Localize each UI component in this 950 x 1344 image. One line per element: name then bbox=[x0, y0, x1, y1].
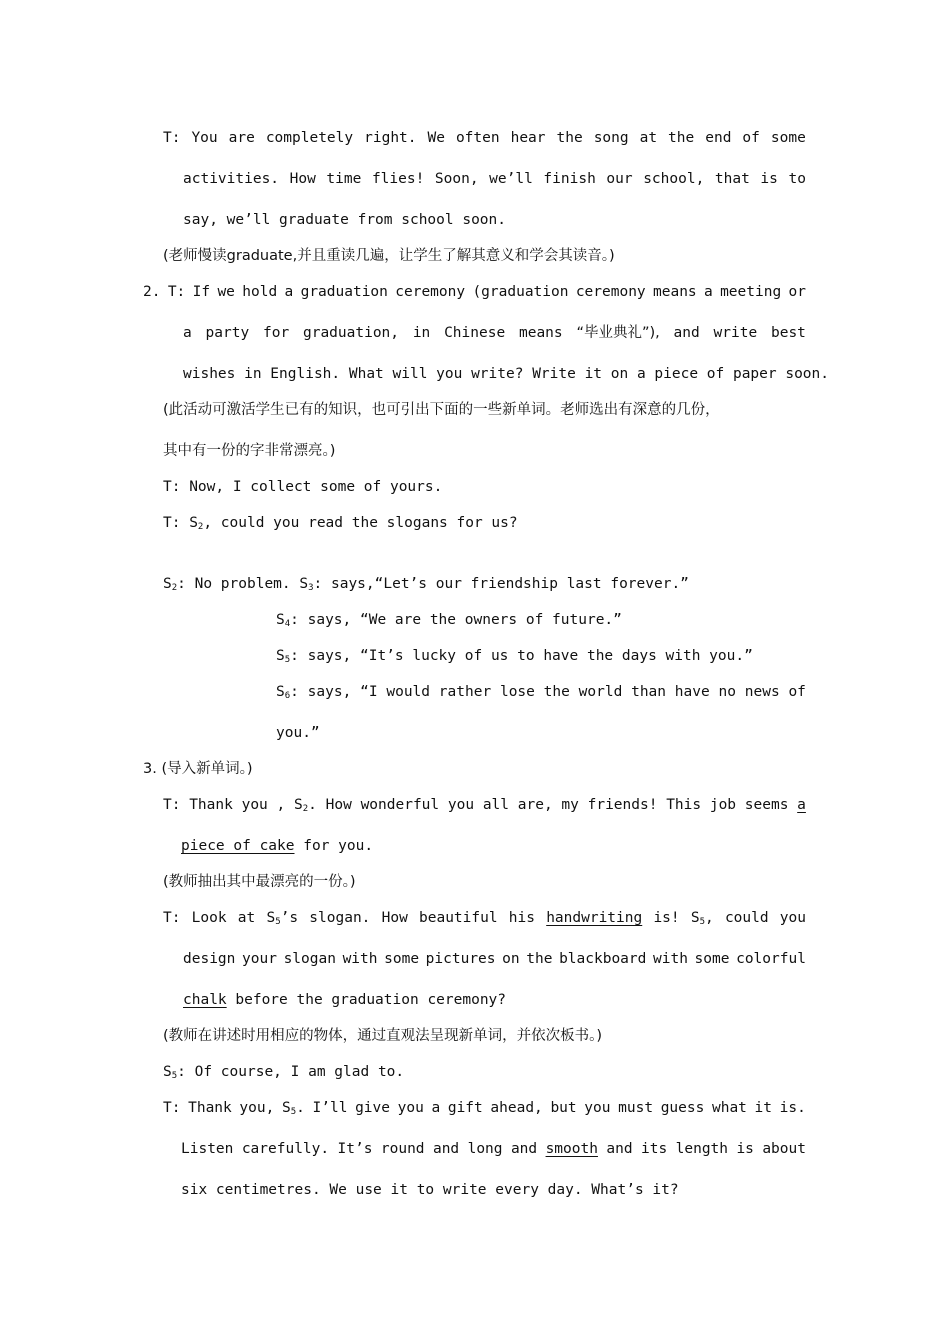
word: It’s bbox=[337, 1141, 373, 1157]
word: give bbox=[355, 1100, 390, 1116]
line-19 bbox=[181, 836, 373, 856]
word: your bbox=[242, 951, 277, 967]
line-5 bbox=[143, 282, 806, 302]
word: are, bbox=[517, 797, 553, 813]
word: graduation, bbox=[302, 325, 400, 341]
word: wonderful bbox=[360, 797, 440, 813]
line-7: wishes in English. What will you write? Write it on a piece of paper soon. bbox=[183, 366, 830, 382]
word: How bbox=[381, 910, 408, 926]
word: a bbox=[704, 284, 713, 300]
line-26 bbox=[163, 1098, 806, 1122]
word: often bbox=[455, 130, 500, 146]
word: and bbox=[432, 1141, 460, 1157]
word: $S_5$. bbox=[281, 1100, 305, 1117]
word: graduation bbox=[300, 284, 388, 300]
word: are bbox=[228, 130, 255, 146]
word: some bbox=[384, 951, 420, 967]
l14-part: : says, “It’s lucky of us to have the days with you.” bbox=[290, 648, 753, 664]
word: a bbox=[431, 1100, 441, 1116]
line-4-note: (老师慢读graduate,并且重读几遍，让学生了解其意义和学会其读音。) bbox=[163, 248, 615, 264]
word: carefully. bbox=[241, 1141, 330, 1157]
word: right. bbox=[364, 130, 417, 146]
word: job bbox=[709, 797, 737, 813]
word: song bbox=[593, 130, 629, 146]
word: news bbox=[744, 684, 780, 700]
word: ceremony bbox=[575, 284, 646, 300]
line-10: T: Now, I collect some of yours. bbox=[163, 479, 443, 495]
word: long bbox=[467, 1141, 503, 1157]
word: of bbox=[742, 130, 760, 146]
word: have bbox=[674, 684, 710, 700]
word: finish bbox=[543, 171, 596, 187]
word: T: bbox=[163, 1100, 181, 1116]
line-28: six centimetres. We use it to write every day. What’s it? bbox=[181, 1182, 679, 1198]
word: a bbox=[797, 797, 806, 813]
line-1 bbox=[163, 128, 806, 148]
subscript: 2 bbox=[171, 583, 178, 593]
line-11 bbox=[163, 513, 518, 537]
word: (graduation bbox=[472, 284, 569, 300]
l13-part: : says, “We are the owners of future.” bbox=[290, 612, 622, 628]
word: my bbox=[561, 797, 579, 813]
word: We bbox=[427, 130, 445, 146]
word: $S_5$, bbox=[690, 910, 714, 927]
line-14 bbox=[276, 646, 753, 670]
word: T: bbox=[163, 910, 181, 926]
word: the bbox=[543, 684, 570, 700]
line-21 bbox=[163, 908, 806, 932]
word: completely bbox=[265, 130, 354, 146]
word: it bbox=[754, 1100, 773, 1116]
word: all bbox=[482, 797, 510, 813]
line-2 bbox=[183, 169, 806, 189]
word: is. bbox=[779, 1100, 806, 1116]
word: activities. bbox=[183, 171, 280, 187]
word: How bbox=[289, 171, 316, 187]
l11-part: , could you read the slogans for us? bbox=[203, 515, 518, 531]
word: gift bbox=[447, 1100, 483, 1116]
subscript: 5 bbox=[171, 1071, 178, 1081]
word: you bbox=[241, 797, 268, 813]
word: would bbox=[386, 684, 431, 700]
word: about bbox=[762, 1141, 806, 1157]
l14-part: S bbox=[276, 648, 285, 664]
word: $S_2$. bbox=[294, 797, 317, 814]
l25-part: : Of course, I am glad to. bbox=[177, 1064, 405, 1080]
word: of bbox=[788, 684, 806, 700]
word: colorful bbox=[736, 951, 806, 967]
word: to bbox=[788, 171, 806, 187]
word: or bbox=[788, 284, 806, 300]
word: If bbox=[192, 284, 211, 300]
word: with bbox=[653, 951, 688, 967]
word: “I bbox=[360, 684, 378, 700]
l11-part: T: S bbox=[163, 515, 198, 531]
word-chalk: chalk bbox=[183, 992, 227, 1008]
word: , bbox=[276, 797, 286, 813]
word: Thank bbox=[188, 1100, 232, 1116]
word: blackboard bbox=[559, 951, 647, 967]
line-6 bbox=[183, 323, 806, 343]
word: T: bbox=[163, 797, 181, 813]
word: the bbox=[526, 951, 553, 967]
word: you bbox=[397, 1100, 424, 1116]
subscript: 3 bbox=[308, 583, 314, 593]
word: means bbox=[518, 325, 563, 341]
word: Look bbox=[191, 910, 227, 926]
line-25 bbox=[163, 1062, 404, 1086]
word: end bbox=[705, 130, 732, 146]
word: I’ll bbox=[312, 1100, 348, 1116]
word: says, bbox=[307, 684, 352, 700]
word: ahead, bbox=[490, 1100, 543, 1116]
word: handwriting bbox=[546, 910, 643, 926]
word: meeting bbox=[720, 284, 782, 300]
line-8-note: (此活动可激活学生已有的知识，也可引出下面的一些新单词。老师选出有深意的几份， bbox=[163, 402, 720, 418]
word: you bbox=[584, 1100, 611, 1116]
word: that bbox=[714, 171, 750, 187]
line-13 bbox=[276, 610, 622, 634]
word: lose bbox=[499, 684, 535, 700]
word: a bbox=[284, 284, 294, 300]
word: on bbox=[502, 951, 520, 967]
line-24-note: (教师在讲述时用相应的物体，通过直观法呈现新单词，并依次板书。) bbox=[163, 1028, 603, 1044]
word: Chinese bbox=[444, 325, 506, 341]
word: at bbox=[639, 130, 658, 146]
word: must bbox=[618, 1100, 654, 1116]
word: hear bbox=[510, 130, 546, 146]
word: hold bbox=[242, 284, 278, 300]
word: design bbox=[183, 951, 236, 967]
word: our bbox=[606, 171, 633, 187]
word: round bbox=[380, 1141, 425, 1157]
subscript: 2 bbox=[197, 522, 204, 532]
word: best bbox=[770, 325, 806, 341]
phrase-piece-of-cake: piece of cake bbox=[181, 838, 295, 854]
word: rather bbox=[438, 684, 492, 700]
word: write bbox=[713, 325, 758, 341]
word: in bbox=[412, 325, 431, 341]
word: is bbox=[736, 1141, 754, 1157]
word: at bbox=[237, 910, 256, 926]
l12-part: : says,“Let’s our friendship last forever.” bbox=[313, 576, 689, 592]
word: Listen bbox=[181, 1141, 234, 1157]
l12-part: : No problem. S bbox=[177, 576, 309, 592]
word: and bbox=[606, 1141, 633, 1157]
word: world bbox=[578, 684, 623, 700]
word: 2. bbox=[143, 284, 161, 300]
word: slogan. bbox=[309, 910, 371, 926]
word: pictures bbox=[425, 951, 496, 967]
word: friends! bbox=[587, 797, 658, 813]
word: we bbox=[217, 284, 235, 300]
word: what bbox=[711, 1100, 747, 1116]
l13-part: S bbox=[276, 612, 285, 628]
word: Thank bbox=[189, 797, 233, 813]
word: $S_6$: bbox=[276, 684, 299, 701]
word: some bbox=[694, 951, 730, 967]
word: you, bbox=[239, 1100, 275, 1116]
word: with bbox=[342, 951, 378, 967]
word: How bbox=[325, 797, 352, 813]
l12-part: S bbox=[163, 576, 172, 592]
line-20-note: (教师抽出其中最漂亮的一份。) bbox=[163, 874, 356, 890]
word: time bbox=[326, 171, 362, 187]
word: you bbox=[447, 797, 475, 813]
word: means bbox=[653, 284, 697, 300]
word: school, bbox=[643, 171, 705, 187]
word: its bbox=[641, 1141, 668, 1157]
word: “毕业典礼”), bbox=[576, 325, 660, 341]
word: Soon, bbox=[434, 171, 479, 187]
word: seems bbox=[744, 797, 789, 813]
word: length bbox=[675, 1141, 729, 1157]
word: guess bbox=[660, 1100, 705, 1116]
word: You bbox=[191, 130, 218, 146]
line-9-note: 其中有一份的字非常漂亮。) bbox=[163, 443, 336, 459]
l23-part: before the graduation ceremony? bbox=[226, 992, 507, 1008]
word: but bbox=[550, 1100, 577, 1116]
word: slogan bbox=[283, 951, 336, 967]
line-16: you.” bbox=[276, 725, 320, 741]
word: no bbox=[718, 684, 736, 700]
word: the bbox=[556, 130, 583, 146]
word: his bbox=[508, 910, 535, 926]
word: could bbox=[724, 910, 769, 926]
word: is bbox=[760, 171, 778, 187]
word: the bbox=[668, 130, 695, 146]
word: $S_5’s$ bbox=[266, 910, 299, 927]
word: you bbox=[779, 910, 806, 926]
word: This bbox=[666, 797, 702, 813]
line-12 bbox=[163, 574, 689, 598]
line-22 bbox=[183, 949, 806, 969]
word: some bbox=[770, 130, 806, 146]
word: and bbox=[510, 1141, 538, 1157]
word: T: bbox=[163, 130, 181, 146]
l19-part: for you. bbox=[294, 838, 374, 854]
subscript: 5 bbox=[284, 655, 291, 665]
word: for bbox=[262, 325, 290, 341]
line-27 bbox=[181, 1139, 806, 1159]
word: than bbox=[631, 684, 667, 700]
word: a bbox=[183, 325, 192, 341]
l25-part: S bbox=[163, 1064, 172, 1080]
line-23 bbox=[183, 990, 506, 1010]
word: T: bbox=[167, 284, 186, 300]
line-18 bbox=[163, 795, 806, 819]
word: and bbox=[673, 325, 700, 341]
word: ceremony bbox=[395, 284, 466, 300]
word: we’ll bbox=[489, 171, 533, 187]
word: beautiful bbox=[419, 910, 498, 926]
word: smooth bbox=[545, 1141, 598, 1157]
line-15 bbox=[276, 682, 806, 706]
line-3: say, we’ll graduate from school soon. bbox=[183, 212, 507, 228]
line-17: 3. (导入新单词。) bbox=[143, 761, 253, 777]
word: party bbox=[205, 325, 250, 341]
word: is! bbox=[653, 910, 680, 926]
word: flies! bbox=[371, 171, 425, 187]
subscript: 4 bbox=[284, 619, 291, 629]
